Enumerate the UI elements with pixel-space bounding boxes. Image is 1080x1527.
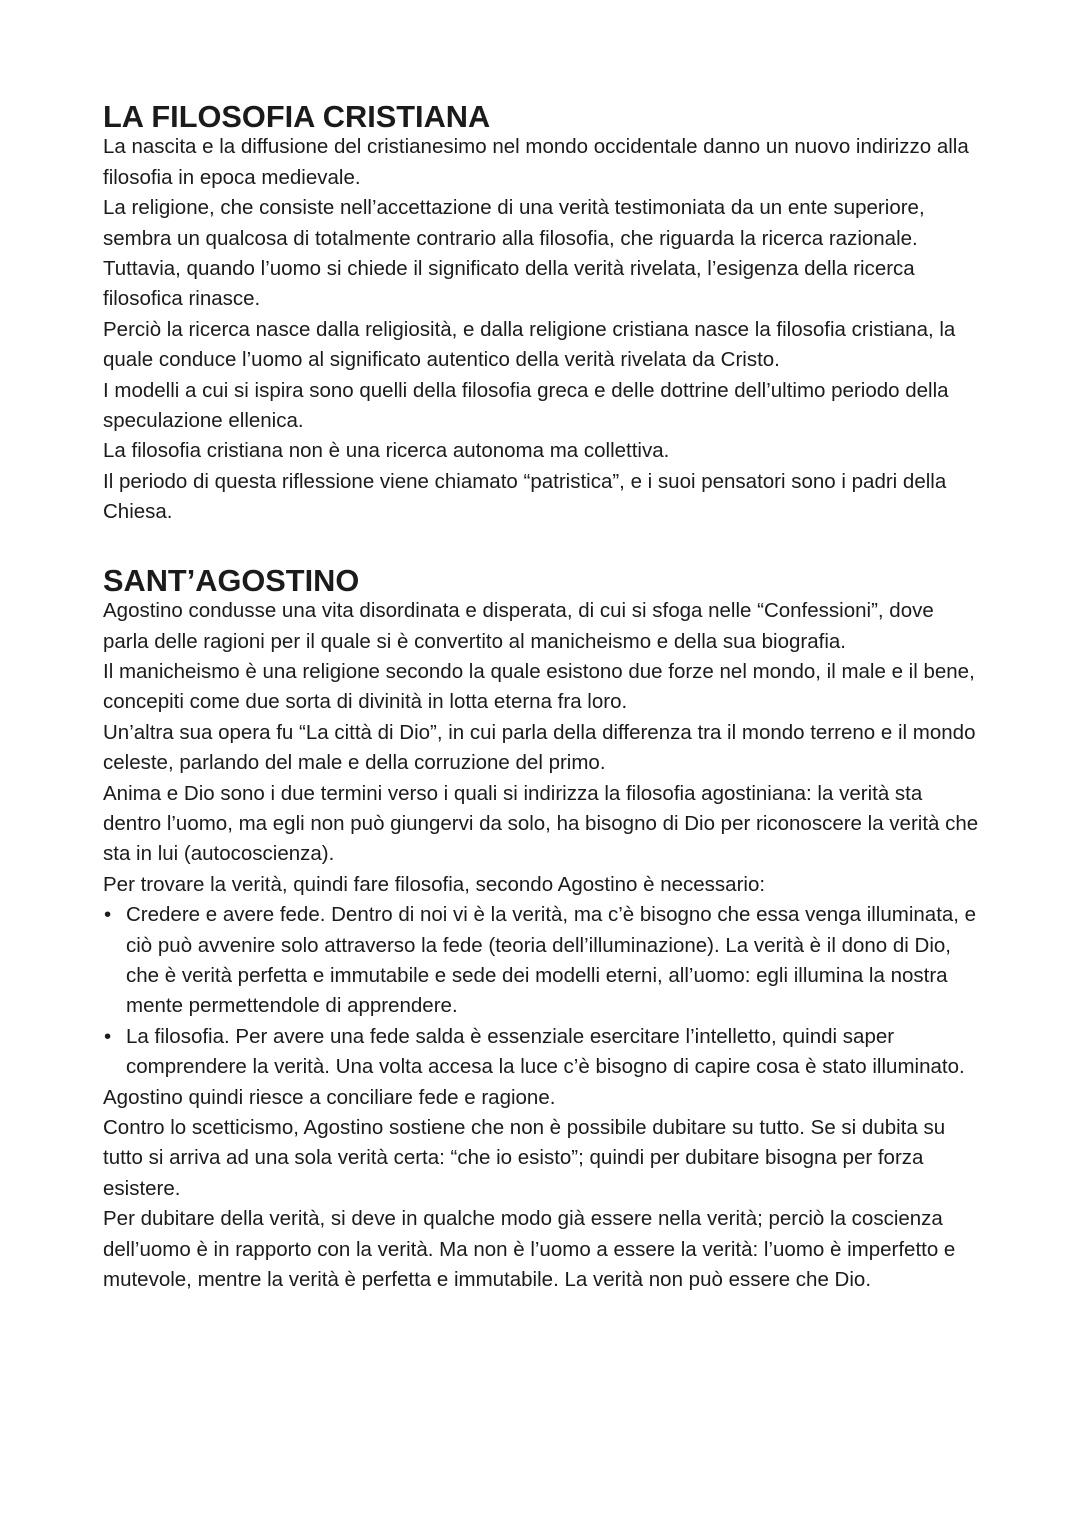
section-title: LA FILOSOFIA CRISTIANA [103,99,491,134]
section-title: SANT’AGOSTINO [103,562,360,598]
paragraph: Agostino quindi riesce a conciliare fede e ragione. [103,1085,556,1109]
paragraph: La nascita e la diffusione del cristianesimo nel mondo occidentale danno un nuovo indirizzo alla filosofia in epoca medievale. [103,135,969,189]
paragraph: Tuttavia, quando l’uomo si chiede il significato della verità rivelata, l’esigenza della ricerca filosofica rinasce. [103,257,915,311]
paragraph: Un’altra sua opera fu “La città di Dio”, in cui parla della differenza tra il mondo terreno e il mondo celeste, parlando del male e della corruzione del primo. [103,720,976,775]
bullet-list [103,900,983,1082]
section-spacer [103,528,983,566]
bullet-text: La filosofia. Per avere una fede salda è essenziale esercitare l’intelletto, quindi saper comprendere la verità. Una volta accesa la luce c’è bisogno di capire cosa è stato illuminato. [126,1024,965,1079]
paragraph: Perciò la ricerca nasce dalla religiosità, e dalla religione cristiana nasce la filosofia cristiana, la quale conduce l’uomo al significato autentico della verità rivelata da Cristo. [103,317,956,372]
paragraph: Per dubitare della verità, si deve in qualche modo già essere nella verità; perciò la coscienza dell’uomo è in rapporto con la verità. Ma non è l’uomo a essere la verità: l’uomo è imperfetto e mutevole, mentre la verità è perfetta e immutabile. La verità non può essere che Dio. [103,1207,956,1292]
paragraph: Il manicheismo è una religione secondo la quale esistono due forze nel mondo, il male e il bene, concepiti come due sorta di divinità in lotta eterna fra loro. [103,659,975,714]
paragraph: Agostino condusse una vita disordinata e disperata, di cui si sfoga nelle “Confessioni”, dove parla delle ragioni per il quale si è convertito al manicheismo e della sua biografia. [103,599,934,653]
paragraph: Contro lo scetticismo, Agostino sostiene che non è possibile dubitare su tutto. Se si dubita su tutto si arriva ad una sola verità certa: “che io esisto”; quindi per dubitare bisogna per forza esistere. [103,1116,946,1200]
bullet-item [103,900,983,1022]
paragraph: Il periodo di questa riflessione viene chiamato “patristica”, e i suoi pensatori sono i padri della Chiesa. [103,469,947,524]
paragraph: Anima e Dio sono i due termini verso i quali si indirizza la filosofia agostiniana: la verità sta dentro l’uomo, ma egli non può giungervi da solo, ha bisogno di Dio per riconoscere la verità che sta in lui (autocoscienza). [103,781,979,866]
bullet-item [103,1022,983,1083]
document-page [103,99,983,1295]
paragraph: I modelli a cui si ispira sono quelli della filosofia greca e delle dottrine dell’ultimo periodo della speculazione ellenica. [103,378,949,433]
paragraph: La religione, che consiste nell’accettazione di una verità testimoniata da un ente superiore, sembra un qualcosa di totalmente contrario alla filosofia, che riguarda la ricerca razionale. [103,196,925,250]
section-filosofia-cristiana [103,99,983,528]
bullet-icon: • [104,1024,112,1048]
paragraph: La filosofia cristiana non è una ricerca autonoma ma collettiva. [103,439,670,463]
paragraph: Per trovare la verità, quindi fare filosofia, secondo Agostino è necessario: [103,872,766,896]
section-sant-agostino [103,562,983,1296]
bullet-icon: • [104,903,112,927]
bullet-text: Credere e avere fede. Dentro di noi vi è la verità, ma c’è bisogno che essa venga illuminata, e ciò può avvenire solo attraverso la fede (teoria dell’illuminazione). La verità è il dono di Dio, che è verità perfetta e immutabile e sede dei modelli eterni, all’uomo: egli illumina la nostra mente permettendole di apprendere. [126,903,977,1018]
